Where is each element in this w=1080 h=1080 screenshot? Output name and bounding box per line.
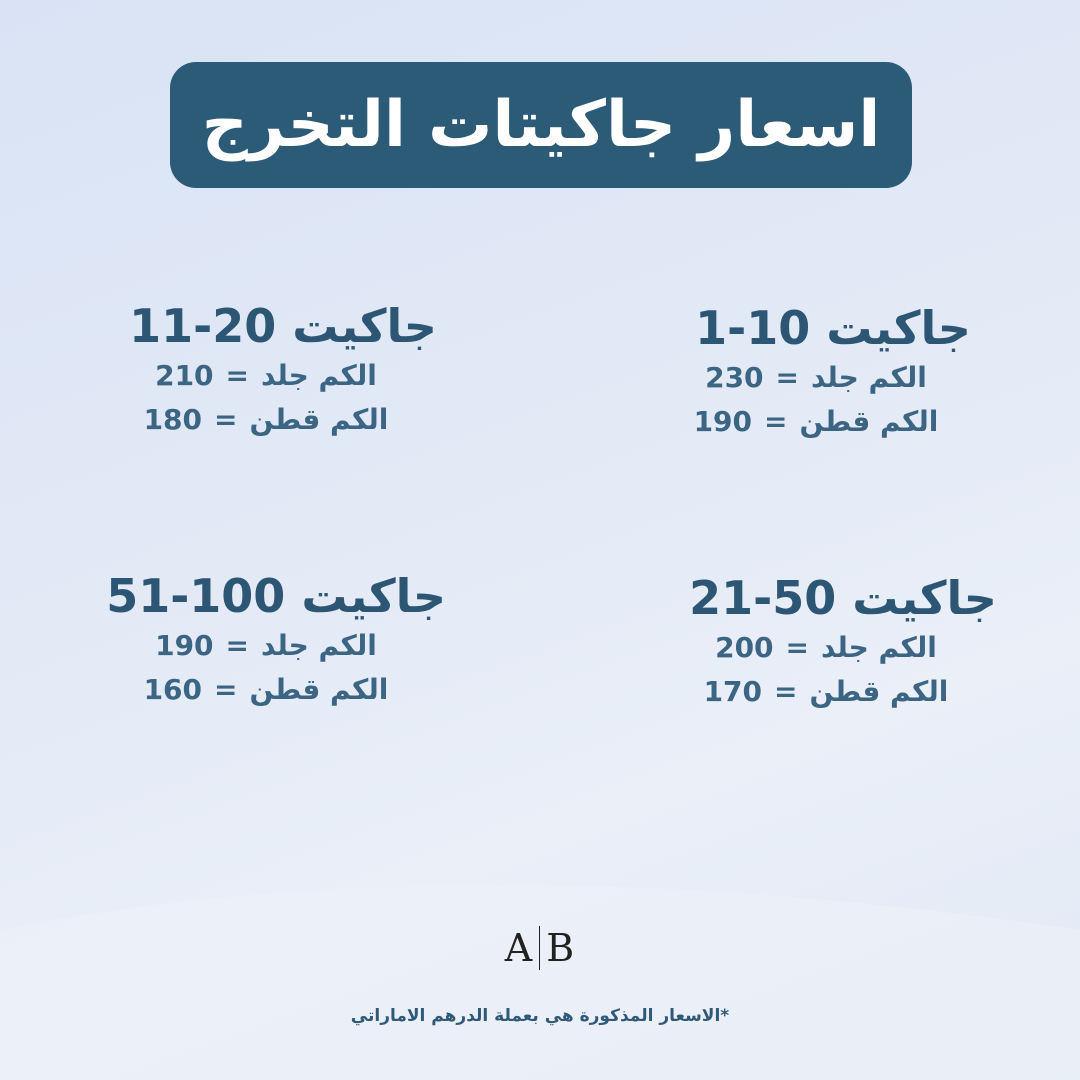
- leather-sleeve-price: [646, 626, 1006, 670]
- cotton-sleeve-price: [86, 668, 446, 712]
- page-title: اسعار جاكيتات التخرج: [201, 88, 881, 162]
- card-heading: [636, 300, 996, 356]
- leather-sleeve-price: [86, 354, 446, 398]
- card-range: 1-10: [695, 301, 811, 355]
- card-label: جاكيت: [301, 569, 446, 623]
- card-label: جاكيت: [292, 299, 437, 353]
- cotton-sleeve-label: الكم قطن: [249, 673, 389, 706]
- equals-sign: =: [214, 673, 238, 706]
- leather-sleeve-value: 200: [715, 631, 774, 664]
- equals-sign: =: [225, 629, 250, 662]
- brand-logo: [500, 924, 580, 972]
- leather-sleeve-label: الكم جلد: [811, 361, 927, 394]
- cotton-sleeve-value: 180: [143, 403, 203, 436]
- cotton-sleeve-price: [86, 398, 446, 442]
- price-card-11-20: [86, 298, 446, 442]
- card-range: 21-50: [689, 571, 837, 625]
- equals-sign: =: [785, 631, 810, 664]
- cotton-sleeve-label: الكم قطن: [809, 675, 949, 708]
- cotton-sleeve-value: 160: [143, 673, 203, 706]
- leather-sleeve-value: 210: [155, 359, 214, 392]
- card-label: جاكيت: [852, 571, 997, 625]
- cotton-sleeve-label: الكم قطن: [799, 405, 939, 438]
- logo-letter-b: B: [546, 926, 576, 970]
- leather-sleeve-label: الكم جلد: [261, 629, 377, 662]
- cotton-sleeve-label: الكم قطن: [249, 403, 389, 436]
- equals-sign: =: [774, 675, 798, 708]
- leather-sleeve-price: [636, 356, 996, 400]
- logo-letter-a: A: [504, 926, 534, 970]
- card-range: 11-20: [129, 299, 277, 353]
- equals-sign: =: [225, 359, 250, 392]
- leather-sleeve-label: الكم جلد: [821, 631, 937, 664]
- price-card-51-100: [86, 568, 446, 712]
- card-heading: [86, 568, 446, 624]
- card-heading: [646, 570, 1006, 626]
- price-card-21-50: [646, 570, 1006, 714]
- currency-footnote: *الاسعار المذكورة هي بعملة الدرهم الاماراتي: [350, 1006, 730, 1026]
- card-heading: [86, 298, 446, 354]
- equals-sign: =: [775, 361, 800, 394]
- title-banner: [170, 62, 912, 188]
- cotton-sleeve-value: 170: [703, 675, 763, 708]
- card-label: جاكيت: [826, 301, 971, 355]
- cotton-sleeve-price: [636, 400, 996, 444]
- leather-sleeve-value: 230: [705, 361, 764, 394]
- card-range: 51-100: [106, 569, 286, 623]
- leather-sleeve-label: الكم جلد: [261, 359, 377, 392]
- equals-sign: =: [214, 403, 238, 436]
- equals-sign: =: [764, 405, 788, 438]
- cotton-sleeve-price: [646, 670, 1006, 714]
- price-card-1-10: [636, 300, 996, 444]
- cotton-sleeve-value: 190: [693, 405, 753, 438]
- logo-divider: [539, 926, 540, 970]
- leather-sleeve-value: 190: [155, 629, 214, 662]
- leather-sleeve-price: [86, 624, 446, 668]
